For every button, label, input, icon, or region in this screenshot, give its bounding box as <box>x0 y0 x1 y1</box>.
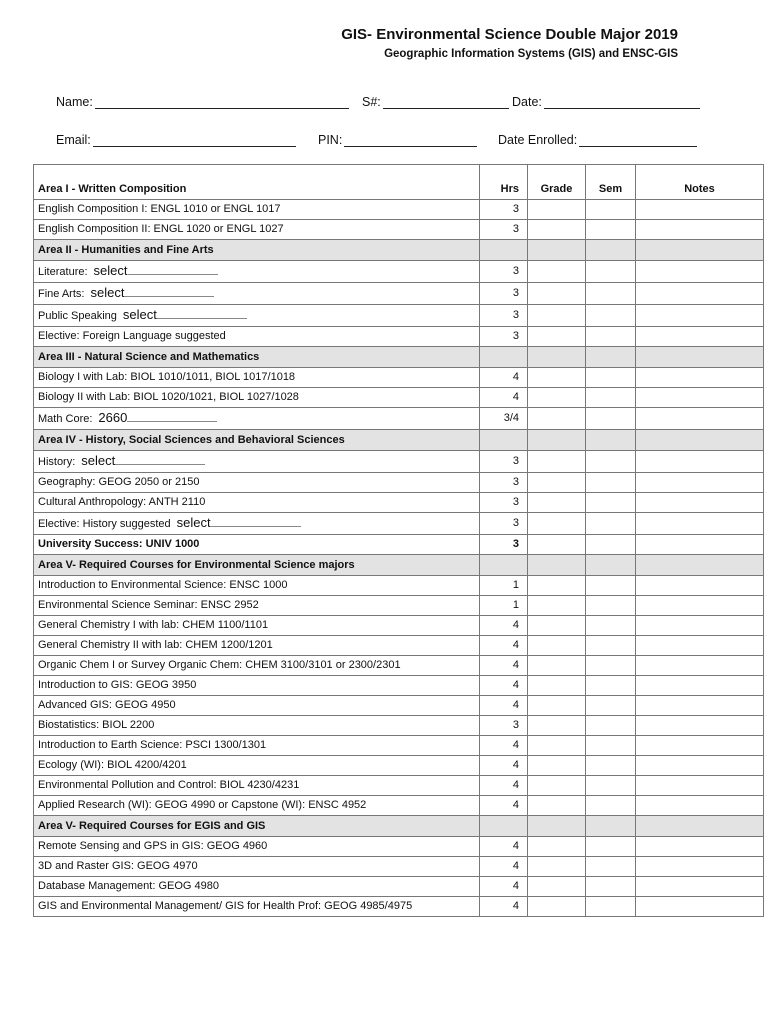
name-label: Name: <box>56 95 93 109</box>
course-label: Math Core: <box>38 413 93 425</box>
hrs-cell: 1 <box>480 576 528 596</box>
course-label: GIS and Environmental Management/ GIS for Health Prof: GEOG 4985/4975 <box>38 900 413 912</box>
notes-cell[interactable] <box>636 451 764 473</box>
sem-cell[interactable] <box>586 736 636 756</box>
course-cell <box>34 776 480 796</box>
course-cell <box>34 408 480 430</box>
hrs-cell <box>480 555 528 576</box>
notes-cell[interactable] <box>636 676 764 696</box>
course-cell <box>34 676 480 696</box>
hrs-cell: 3 <box>480 220 528 240</box>
grade-cell[interactable] <box>528 200 586 220</box>
course-label: Biology II with Lab: BIOL 1020/1021, BIOL 1027/1028 <box>38 391 299 403</box>
course-row <box>34 408 764 430</box>
grade-cell[interactable] <box>528 756 586 776</box>
notes-cell[interactable] <box>636 716 764 736</box>
course-row <box>34 796 764 816</box>
hrs-cell <box>480 430 528 451</box>
course-row <box>34 220 764 240</box>
sem-cell[interactable] <box>586 776 636 796</box>
notes-cell[interactable] <box>636 636 764 656</box>
grade-cell[interactable] <box>528 305 586 327</box>
hrs-cell: 3 <box>480 493 528 513</box>
grade-cell[interactable] <box>528 220 586 240</box>
sem-cell[interactable] <box>586 388 636 408</box>
course-label: Cultural Anthropology: ANTH 2110 <box>38 496 206 508</box>
select-underline <box>128 262 218 275</box>
notes-cell[interactable] <box>636 596 764 616</box>
grade-cell[interactable] <box>528 716 586 736</box>
course-row <box>34 388 764 408</box>
section-header-row <box>34 240 764 261</box>
notes-cell[interactable] <box>636 736 764 756</box>
course-label: Elective: Foreign Language suggested <box>38 330 226 342</box>
notes-cell[interactable] <box>636 240 764 261</box>
course-select-field[interactable]: select <box>122 307 157 322</box>
grade-cell[interactable] <box>528 656 586 676</box>
course-label: Public Speaking <box>38 310 117 322</box>
notes-cell[interactable] <box>636 837 764 857</box>
course-cell <box>34 368 480 388</box>
course-table <box>33 164 764 917</box>
course-row <box>34 451 764 473</box>
course-label: Biology I with Lab: BIOL 1010/1011, BIOL 1017/1018 <box>38 371 296 383</box>
sem-cell[interactable] <box>586 636 636 656</box>
grade-cell[interactable] <box>528 877 586 897</box>
date-enrolled-field[interactable] <box>498 132 697 147</box>
hrs-cell: 3 <box>480 305 528 327</box>
grade-cell[interactable] <box>528 576 586 596</box>
course-cell <box>34 636 480 656</box>
course-cell <box>34 220 480 240</box>
sem-cell[interactable] <box>586 716 636 736</box>
notes-cell[interactable] <box>636 816 764 837</box>
sem-cell[interactable] <box>586 368 636 388</box>
grade-cell[interactable] <box>528 368 586 388</box>
notes-cell[interactable] <box>636 576 764 596</box>
hrs-cell: 4 <box>480 368 528 388</box>
select-underline <box>157 306 247 319</box>
grade-cell[interactable] <box>528 897 586 917</box>
course-label: Database Management: GEOG 4980 <box>38 880 219 892</box>
notes-cell[interactable] <box>636 696 764 716</box>
hrs-cell <box>480 347 528 368</box>
course-row <box>34 200 764 220</box>
course-label: History: <box>38 456 76 468</box>
hrs-cell: 4 <box>480 897 528 917</box>
course-select-field[interactable]: select <box>81 453 116 468</box>
course-label: English Composition I: ENGL 1010 or ENGL 1017 <box>38 203 281 215</box>
sem-cell[interactable] <box>586 696 636 716</box>
section-title: Area II - Humanities and Fine Arts <box>34 240 480 261</box>
course-row <box>34 283 764 305</box>
grade-cell[interactable] <box>528 240 586 261</box>
date-field[interactable] <box>512 94 700 109</box>
course-cell <box>34 513 480 535</box>
section-row <box>34 535 764 555</box>
course-label: Biostatistics: BIOL 2200 <box>38 719 155 731</box>
hrs-cell: 4 <box>480 696 528 716</box>
course-cell <box>34 837 480 857</box>
date-enrolled-input[interactable] <box>579 132 697 147</box>
hrs-cell: 4 <box>480 776 528 796</box>
notes-cell[interactable] <box>636 796 764 816</box>
course-row <box>34 616 764 636</box>
sem-cell[interactable] <box>586 220 636 240</box>
course-label: Applied Research (WI): GEOG 4990 or Capstone (WI): ENSC 4952 <box>38 799 367 811</box>
course-row <box>34 776 764 796</box>
pin-field[interactable] <box>318 132 477 147</box>
course-cell <box>34 493 480 513</box>
course-row <box>34 857 764 877</box>
course-row <box>34 837 764 857</box>
grade-cell[interactable] <box>528 736 586 756</box>
course-cell <box>34 305 480 327</box>
course-cell <box>34 576 480 596</box>
notes-cell[interactable] <box>636 656 764 676</box>
course-cell <box>34 283 480 305</box>
grade-cell[interactable] <box>528 261 586 283</box>
select-underline <box>124 284 214 297</box>
sem-cell[interactable] <box>586 897 636 917</box>
notes-cell[interactable] <box>636 408 764 430</box>
course-row <box>34 493 764 513</box>
course-row <box>34 368 764 388</box>
course-cell <box>34 388 480 408</box>
grade-cell[interactable] <box>528 837 586 857</box>
name-input[interactable] <box>95 94 349 109</box>
course-cell <box>34 796 480 816</box>
notes-cell[interactable] <box>636 283 764 305</box>
select-underline <box>127 409 217 422</box>
notes-cell[interactable] <box>636 555 764 576</box>
pin-input[interactable] <box>344 132 477 147</box>
course-row <box>34 897 764 917</box>
sem-cell[interactable] <box>586 796 636 816</box>
sem-cell[interactable] <box>586 240 636 261</box>
column-header-notes: Notes <box>636 165 764 200</box>
course-cell <box>34 897 480 917</box>
course-label: Geography: GEOG 2050 or 2150 <box>38 476 200 488</box>
column-header-sem: Sem <box>586 165 636 200</box>
course-row <box>34 676 764 696</box>
email-label: Email: <box>56 133 91 147</box>
hrs-cell <box>480 816 528 837</box>
hrs-cell: 4 <box>480 877 528 897</box>
course-label: Advanced GIS: GEOG 4950 <box>38 699 176 711</box>
course-label: Remote Sensing and GPS in GIS: GEOG 4960 <box>38 840 268 852</box>
sem-cell[interactable] <box>586 656 636 676</box>
name-field[interactable] <box>56 94 349 109</box>
email-input[interactable] <box>93 132 296 147</box>
column-header-grade: Grade <box>528 165 586 200</box>
course-label: English Composition II: ENGL 1020 or ENGL 1027 <box>38 223 284 235</box>
select-underline <box>211 514 301 527</box>
notes-cell[interactable] <box>636 368 764 388</box>
course-row <box>34 327 764 347</box>
notes-cell[interactable] <box>636 261 764 283</box>
course-row <box>34 596 764 616</box>
hrs-cell: 3 <box>480 513 528 535</box>
select-underline <box>115 452 205 465</box>
hrs-cell: 4 <box>480 796 528 816</box>
hrs-cell: 3 <box>480 451 528 473</box>
grade-cell[interactable] <box>528 388 586 408</box>
grade-cell[interactable] <box>528 347 586 368</box>
section-header-row <box>34 430 764 451</box>
grade-cell[interactable] <box>528 408 586 430</box>
sem-cell[interactable] <box>586 200 636 220</box>
snum-label: S#: <box>362 95 381 109</box>
sem-cell[interactable] <box>586 451 636 473</box>
course-cell <box>34 736 480 756</box>
sem-cell[interactable] <box>586 261 636 283</box>
grade-cell[interactable] <box>528 616 586 636</box>
grade-cell[interactable] <box>528 796 586 816</box>
course-cell <box>34 656 480 676</box>
hrs-cell: 4 <box>480 676 528 696</box>
grade-cell[interactable] <box>528 493 586 513</box>
grade-cell[interactable] <box>528 696 586 716</box>
sem-cell[interactable] <box>586 347 636 368</box>
hrs-cell: 4 <box>480 656 528 676</box>
column-header-hrs: Hrs <box>480 165 528 200</box>
grade-cell[interactable] <box>528 816 586 837</box>
course-cell <box>34 616 480 636</box>
notes-cell[interactable] <box>636 897 764 917</box>
hrs-cell: 3/4 <box>480 408 528 430</box>
notes-cell[interactable] <box>636 305 764 327</box>
pin-label: PIN: <box>318 133 343 147</box>
grade-cell[interactable] <box>528 430 586 451</box>
course-label: Introduction to GIS: GEOG 3950 <box>38 679 197 691</box>
sem-cell[interactable] <box>586 555 636 576</box>
sem-cell[interactable] <box>586 493 636 513</box>
course-cell <box>34 451 480 473</box>
hrs-cell: 4 <box>480 388 528 408</box>
course-select-field[interactable]: select <box>93 263 128 278</box>
course-select-field[interactable]: 2660 <box>98 410 128 425</box>
notes-cell[interactable] <box>636 327 764 347</box>
course-cell <box>34 200 480 220</box>
sem-cell[interactable] <box>586 535 636 555</box>
course-cell <box>34 877 480 897</box>
table-header-row <box>34 165 764 200</box>
email-field[interactable] <box>56 132 296 147</box>
sem-cell[interactable] <box>586 408 636 430</box>
notes-cell[interactable] <box>636 535 764 555</box>
grade-cell[interactable] <box>528 327 586 347</box>
course-row <box>34 261 764 283</box>
hrs-cell: 3 <box>480 261 528 283</box>
sem-cell[interactable] <box>586 473 636 493</box>
hrs-cell: 4 <box>480 756 528 776</box>
sem-cell[interactable] <box>586 837 636 857</box>
hrs-cell: 3 <box>480 473 528 493</box>
notes-cell[interactable] <box>636 200 764 220</box>
grade-cell[interactable] <box>528 857 586 877</box>
course-cell <box>34 696 480 716</box>
notes-cell[interactable] <box>636 430 764 451</box>
snum-input[interactable] <box>383 94 509 109</box>
notes-cell[interactable] <box>636 877 764 897</box>
hrs-cell <box>480 240 528 261</box>
notes-cell[interactable] <box>636 857 764 877</box>
notes-cell[interactable] <box>636 493 764 513</box>
course-label: Environmental Science Seminar: ENSC 2952 <box>38 599 259 611</box>
section-header-row <box>34 555 764 576</box>
course-row <box>34 696 764 716</box>
notes-cell[interactable] <box>636 776 764 796</box>
date-enrolled-label: Date Enrolled: <box>498 133 578 147</box>
course-label: Environmental Pollution and Control: BIOL 4230/4231 <box>38 779 300 791</box>
hrs-cell: 4 <box>480 616 528 636</box>
course-label: Introduction to Environmental Science: ENSC 1000 <box>38 579 288 591</box>
course-select-field[interactable]: select <box>90 285 125 300</box>
section-title: Area V- Required Courses for EGIS and GIS <box>34 816 480 837</box>
section-title: University Success: UNIV 1000 <box>34 535 480 555</box>
grade-cell[interactable] <box>528 451 586 473</box>
course-cell <box>34 327 480 347</box>
hrs-cell: 3 <box>480 283 528 305</box>
course-row <box>34 716 764 736</box>
grade-cell[interactable] <box>528 473 586 493</box>
sem-cell[interactable] <box>586 596 636 616</box>
course-row <box>34 636 764 656</box>
notes-cell[interactable] <box>636 616 764 636</box>
section-title: Area III - Natural Science and Mathematics <box>34 347 480 368</box>
course-row <box>34 305 764 327</box>
grade-cell[interactable] <box>528 596 586 616</box>
course-cell <box>34 756 480 776</box>
course-cell <box>34 596 480 616</box>
grade-cell[interactable] <box>528 535 586 555</box>
course-label: General Chemistry I with lab: CHEM 1100/1101 <box>38 619 269 631</box>
snum-field[interactable] <box>362 94 509 109</box>
course-row <box>34 576 764 596</box>
course-row <box>34 473 764 493</box>
course-cell <box>34 857 480 877</box>
section-header-row <box>34 816 764 837</box>
section-header-row <box>34 347 764 368</box>
sem-cell[interactable] <box>586 305 636 327</box>
hrs-cell: 4 <box>480 837 528 857</box>
grade-cell[interactable] <box>528 776 586 796</box>
course-label: General Chemistry II with lab: CHEM 1200/1201 <box>38 639 273 651</box>
course-row <box>34 656 764 676</box>
grade-cell[interactable] <box>528 555 586 576</box>
course-label: Ecology (WI): BIOL 4200/4201 <box>38 759 187 771</box>
notes-cell[interactable] <box>636 388 764 408</box>
sem-cell[interactable] <box>586 513 636 535</box>
hrs-cell: 4 <box>480 857 528 877</box>
notes-cell[interactable] <box>636 220 764 240</box>
course-cell <box>34 716 480 736</box>
page-title: GIS- Environmental Science Double Major 2019 <box>341 26 678 43</box>
course-label: Introduction to Earth Science: PSCI 1300/1301 <box>38 739 267 751</box>
course-label: 3D and Raster GIS: GEOG 4970 <box>38 860 198 872</box>
hrs-cell: 4 <box>480 736 528 756</box>
hrs-cell: 3 <box>480 200 528 220</box>
course-label: Fine Arts: <box>38 288 85 300</box>
date-label: Date: <box>512 95 542 109</box>
sem-cell[interactable] <box>586 430 636 451</box>
grade-cell[interactable] <box>528 676 586 696</box>
grade-cell[interactable] <box>528 636 586 656</box>
course-cell <box>34 473 480 493</box>
course-label: Literature: <box>38 266 88 278</box>
course-table-body <box>34 165 764 917</box>
course-label: Organic Chem I or Survey Organic Chem: CHEM 3100/3101 or 2300/2301 <box>38 659 401 671</box>
notes-cell[interactable] <box>636 756 764 776</box>
hrs-cell: 3 <box>480 716 528 736</box>
notes-cell[interactable] <box>636 513 764 535</box>
sem-cell[interactable] <box>586 327 636 347</box>
sem-cell[interactable] <box>586 816 636 837</box>
hrs-cell: 3 <box>480 327 528 347</box>
grade-cell[interactable] <box>528 283 586 305</box>
sem-cell[interactable] <box>586 576 636 596</box>
sem-cell[interactable] <box>586 676 636 696</box>
sem-cell[interactable] <box>586 877 636 897</box>
course-label: Elective: History suggested <box>38 518 171 530</box>
notes-cell[interactable] <box>636 473 764 493</box>
course-row <box>34 736 764 756</box>
course-select-field[interactable]: select <box>176 515 211 530</box>
course-cell <box>34 261 480 283</box>
page-subtitle: Geographic Information Systems (GIS) and ENSC-GIS <box>384 48 678 60</box>
hrs-cell: 4 <box>480 636 528 656</box>
course-row <box>34 877 764 897</box>
section-title: Area V- Required Courses for Environmental Science majors <box>34 555 480 576</box>
hrs-cell: 1 <box>480 596 528 616</box>
course-row <box>34 756 764 776</box>
sem-cell[interactable] <box>586 756 636 776</box>
section-title: Area I - Written Composition <box>34 165 480 200</box>
sem-cell[interactable] <box>586 616 636 636</box>
sem-cell[interactable] <box>586 283 636 305</box>
course-row <box>34 513 764 535</box>
grade-cell[interactable] <box>528 513 586 535</box>
notes-cell[interactable] <box>636 347 764 368</box>
date-input[interactable] <box>544 94 700 109</box>
hrs-cell: 3 <box>480 535 528 555</box>
section-title: Area IV - History, Social Sciences and Behavioral Sciences <box>34 430 480 451</box>
sem-cell[interactable] <box>586 857 636 877</box>
